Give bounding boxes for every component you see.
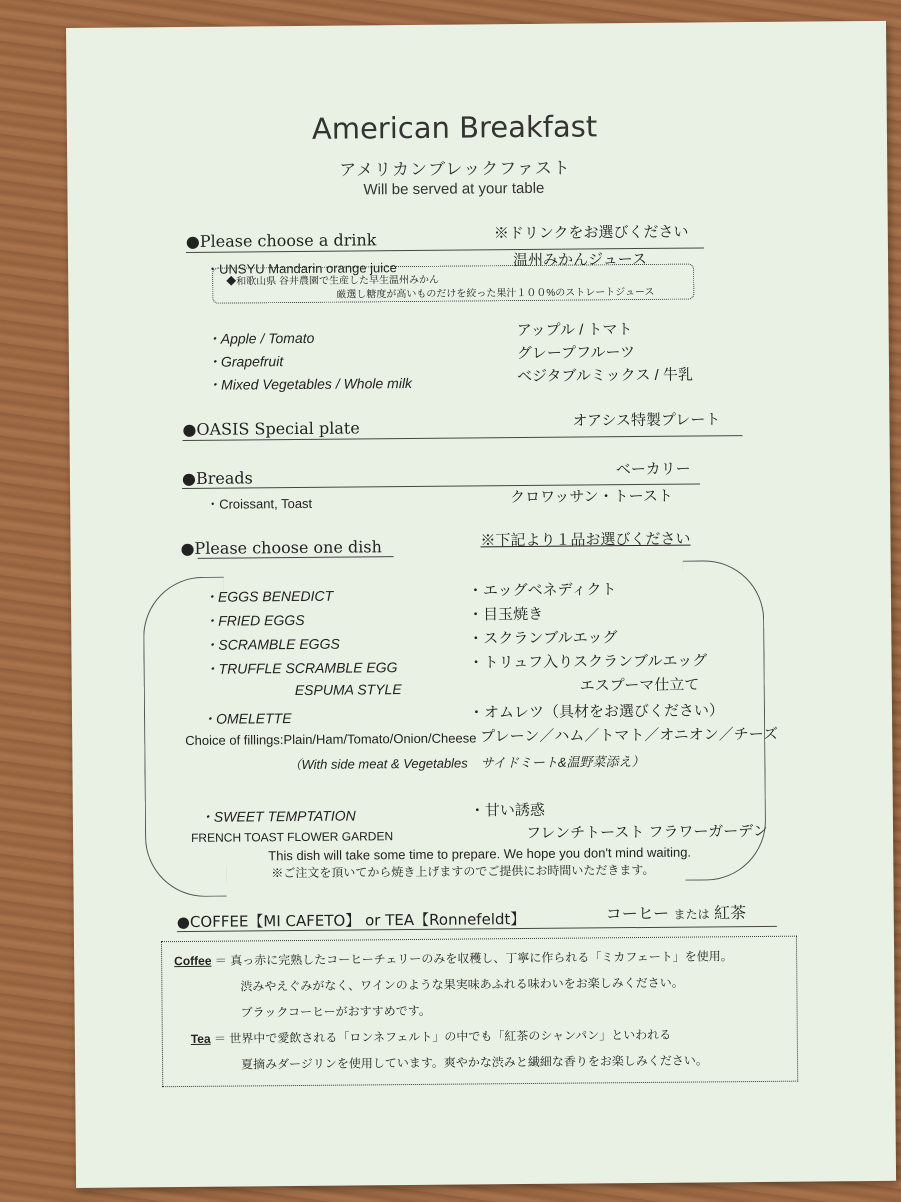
- page-title: American Breakfast: [311, 109, 598, 146]
- coffee-heading-jp: [606, 900, 747, 924]
- dish-sweet-jp: ・甘い誘惑: [469, 801, 545, 820]
- dish-espuma-jp: エスプーマ仕立て: [579, 676, 700, 695]
- coffee-label: Coffee: [174, 953, 212, 969]
- dish-wait-jp: ※ご注文を頂いてから焼き上げますのでご提供にお時間いただきます。: [271, 862, 655, 881]
- dish-item-benedict-jp: ・エッグベネディクト: [467, 581, 617, 600]
- tea-desc-1: ＝ 世界中で愛飲される「ロンネフェルト」の中でも「紅茶のシャンパン」といわれる: [213, 1027, 672, 1046]
- tea-label: Tea: [190, 1031, 211, 1046]
- breads-heading: ●Breads: [181, 468, 253, 489]
- dish-heading-jp: ※下記より１品お選びください: [480, 530, 691, 550]
- drink-heading-jp: ※ドリンクをお選びください: [493, 223, 689, 243]
- breads-heading-jp: ベーカリー: [615, 460, 691, 479]
- drink-item-apple-en: ・Apple / Tomato: [206, 329, 315, 347]
- juice-jp: 温州みかんジュース: [512, 250, 648, 270]
- juice-note-line2: 厳選し糖度が高いものだけを絞った果汁１００%のストレートジュース: [336, 286, 655, 301]
- dish-wait-en: This dish will take some time to prepare. We hope you don't mind waiting.: [268, 844, 692, 864]
- breads-item-en: ・Croissant, Toast: [206, 495, 313, 512]
- juice-note-line1: ◆和歌山県 谷井農園で生産した早生温州みかん: [226, 274, 440, 288]
- oasis-heading: ●OASIS Special plate: [182, 418, 360, 439]
- dish-item-truffle-jp: ・トリュフ入りスクランブルエッグ: [468, 652, 708, 672]
- dish-fillings-en: Choice of fillings:Plain/Ham/Tomato/Onion/Cheese: [185, 730, 477, 748]
- dish-item-fried-jp: ・目玉焼き: [468, 605, 544, 624]
- dish-french-en: FRENCH TOAST FLOWER GARDEN: [191, 829, 394, 845]
- dish-omelette-en: ・OMELETTE: [201, 710, 292, 727]
- tea-desc-2: 夏摘みダージリンを使用しています。爽やかな渋みと繊細な香りをお楽しみください。: [240, 1053, 708, 1072]
- dish-item-scramble-en: ・SCRAMBLE EGGS: [204, 635, 340, 653]
- dish-heading: ●Please choose one dish: [180, 537, 382, 559]
- dish-item-truffle-en: ・TRUFFLE SCRAMBLE EGG: [204, 659, 398, 677]
- menu-sheet: [66, 21, 896, 1188]
- drink-item-grapefruit-jp: グレープフルーツ: [516, 344, 635, 363]
- drink-item-vegetable-jp: ベジタブルミックス / 牛乳: [516, 366, 693, 386]
- oasis-heading-jp: オアシス特製プレート: [572, 411, 721, 430]
- drink-item-grapefruit-en: ・Grapefruit: [206, 353, 284, 370]
- dish-item-scramble-jp: ・スクランブルエッグ: [468, 629, 618, 648]
- dish-french-jp: フレンチトースト フラワーガーデン: [525, 822, 768, 843]
- coffee-heading-jp-or: または: [673, 907, 710, 922]
- coffee-heading-jp-tea: 紅茶: [713, 905, 747, 923]
- drink-item-vegetable-en: ・Mixed Vegetables / Whole milk: [207, 374, 413, 393]
- drink-item-apple-jp: アップル / トマト: [516, 321, 633, 340]
- drink-heading: ●Please choose a drink: [185, 230, 377, 251]
- dish-omelette-jp: ・オムレツ（具材をお選びください）: [468, 702, 725, 722]
- juice-en: ・UNSYU Mandarin orange juice: [206, 260, 397, 277]
- dish-side-note: （With side meat & Vegetables サイドミート&温野菜添え）: [288, 753, 645, 773]
- coffee-desc-2: 渋みやえぐみがなく、ワインのような果実味あふれる味わいをお楽しみください。: [240, 975, 684, 994]
- coffee-heading: ●COFFEE【MI CAFETO】 or TEA【Ronnefeldt】: [176, 910, 526, 932]
- page-subtitle-jp: アメリカンブレックファスト: [339, 158, 571, 180]
- breads-item-jp: クロワッサン・トースト: [510, 487, 673, 507]
- coffee-heading-jp-coffee: コーヒー: [605, 905, 670, 924]
- dish-item-fried-en: ・FRIED EGGS: [204, 611, 305, 629]
- served-note: Will be served at your table: [363, 179, 545, 199]
- dish-sweet-en: ・SWEET TEMPTATION: [199, 807, 356, 825]
- coffee-desc-3: ブラックコーヒーがおすすめです。: [240, 1003, 431, 1020]
- coffee-desc-1: ＝ 真っ赤に完熟したコーヒーチェリーのみを収穫し、丁寧に作られる「ミカフェート」を使用。: [214, 949, 733, 968]
- dish-fillings-jp: プレーン／ハム／トマト／オニオン／チーズ: [480, 725, 779, 746]
- dish-espuma-en: ESPUMA STYLE: [294, 681, 402, 699]
- dish-item-benedict-en: ・EGGS BENEDICT: [203, 587, 334, 605]
